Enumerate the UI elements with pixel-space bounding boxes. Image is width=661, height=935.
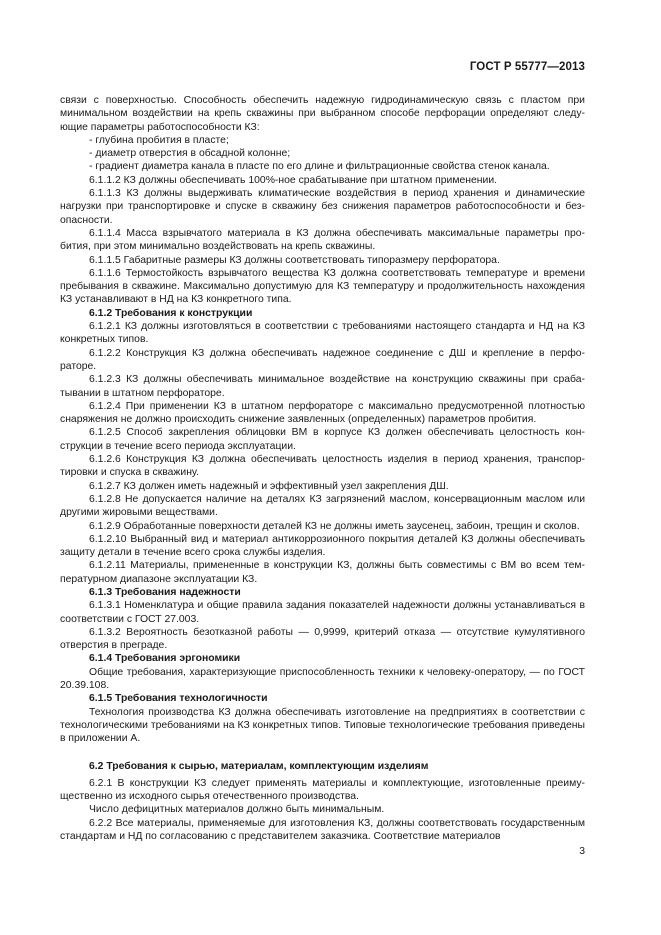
clause-6-1-1-5: 6.1.1.5 Габаритные размеры КЗ должны соответствовать типоразмеру перфоратора. — [89, 254, 500, 266]
clause-6-1-1-3: 6.1.1.3 КЗ должны выдерживать климатические воздействия в период хранения и динамические нагрузки при транспортировке и спуске в скважину без снижения параметров работоспособности и безопасности. — [60, 188, 585, 226]
clause-6-1-2-7: 6.1.2.7 КЗ должен иметь надежный и эффективный узел закрепления ДШ. — [89, 480, 449, 492]
section-heading-6-1-3: 6.1.3 Требования надежности — [89, 586, 241, 598]
section-heading-6-1-5: 6.1.5 Требования технологичности — [89, 693, 268, 705]
section-heading-6-2: 6.2 Требования к сырью, материалам, комплектующим изделиям — [89, 760, 429, 772]
clause-6-1-1-2: 6.1.1.2 КЗ должны обеспечивать 100%-ное срабатывание при штатном применении. — [89, 174, 498, 186]
clause-6-1-2-11: 6.1.2.11 Материалы, примененные в конструкции КЗ, должны быть совместимы с ВМ во всем температурном диапазоне эксплуатации КЗ. — [60, 560, 585, 585]
paragraph-intro: связи с поверхностью. Способность обеспечить надежную гидродинамическую связь с пластом при минимальном воздействии на крепь скважины при выбранном способе перфорации определяют следующие параметры работоспособности КЗ: — [60, 95, 585, 133]
clause-6-2-1-note: Число дефицитных материалов должно быть минимальным. — [89, 804, 385, 816]
clause-6-2-2: 6.2.2 Все материалы, применяемые для изготовления КЗ, должны соответствовать государственным стандартам и НД по согласованию с представителем заказчика. Соответствие материалов — [60, 817, 585, 843]
clause-6-1-2-2: 6.1.2.2 Конструкция КЗ должна обеспечивать надежное соединение с ДШ и крепление в перфораторе. — [60, 347, 585, 372]
clause-6-1-2-9: 6.1.2.9 Обработанные поверхности деталей КЗ не должны иметь заусенец, забоин, трещин и сколов. — [89, 520, 580, 532]
standard-header: ГОСТ Р 55777—2013 — [469, 61, 585, 73]
clause-6-1-2-3: 6.1.2.3 КЗ должны обеспечивать минимальное воздействие на конструкцию скважины при срабатывании в штатном перфораторе. — [60, 374, 585, 399]
page-number: 3 — [579, 846, 585, 857]
clause-6-1-2-4: 6.1.2.4 При применении КЗ в штатном перфораторе с максимально предусмотренной плотностью снаряжения не должно происходить снижение заявленных (определенных) параметров пробития. — [60, 400, 585, 426]
clause-6-1-2-6: 6.1.2.6 Конструкция КЗ должна обеспечивать целостность изделия в период хранения, транспортировки и спуска в скважину. — [60, 454, 585, 479]
section-heading-6-1-4: 6.1.4 Требования эргономики — [89, 653, 241, 665]
list-item: - градиент диаметра канала в пласте по его длине и фильтрационные свойства стенок канала. — [89, 161, 550, 173]
clause-6-1-3-1: 6.1.3.1 Номенклатура и общие правила задания показателей надежности должны устанавливаться в соответствии с ГОСТ 27.003. — [60, 600, 585, 625]
clause-6-1-2-8: 6.1.2.8 Не допускается наличие на деталях КЗ загрязнений маслом, консервационным маслом или другими жировыми веществами. — [60, 493, 585, 519]
clause-6-1-1-6: 6.1.1.6 Термостойкость взрывчатого вещества КЗ должна соответствовать температуре и времени пребывания в скважине. Максимально допустимую для КЗ температуру и продолжительность нахождения КЗ устанавливают в НД на КЗ конкретного типа. — [60, 267, 585, 306]
clause-6-1-2-1: 6.1.2.1 КЗ должны изготовляться в соответствии с требованиями настоящего стандарта и НД на КЗ конкретных типов. — [60, 321, 585, 346]
clause-6-1-2-10: 6.1.2.10 Выбранный вид и материал антикоррозионного покрытия деталей КЗ должны обеспечивать защиту детали в течение всего срока службы изделия. — [60, 533, 585, 559]
clause-6-1-4-text: Общие требования, характеризующие приспособленность техники к человеку-оператору, — по ГОСТ 20.39.108. — [60, 666, 585, 692]
list-item: - диаметр отверстия в обсадной колонне; — [89, 148, 291, 160]
list-item: - глубина пробития в пласте; — [89, 134, 229, 146]
clause-6-1-2-5: 6.1.2.5 Способ закрепления облицовки ВМ в корпусе КЗ должен обеспечивать целостность конструкции в течение всего периода эксплуатации. — [60, 427, 585, 452]
section-heading-6-1-2: 6.1.2 Требования к конструкции — [89, 307, 253, 319]
clause-6-1-5-text: Технология производства КЗ должна обеспечивать изготовление на предприятиях в соответствии с технологическими требованиями на КЗ конкретных типов. Типовые технологические требования приведены в приложении А. — [60, 706, 585, 745]
document-body — [60, 94, 585, 843]
clause-6-1-3-2: 6.1.3.2 Вероятность безотказной работы — 0,9999, критерий отказа — отсутствие кумулятивного отверстия в преграде. — [60, 626, 585, 652]
clause-6-2-1: 6.2.1 В конструкции КЗ следует применять материалы и комплектующие, изготовленные преимущественно из исходного сырья отечественного производства. — [60, 777, 585, 803]
clause-6-1-1-4: 6.1.1.4 Масса взрывчатого материала в КЗ должна обеспечивать максимальные параметры пробития, при этом минимально воздействовать на крепь скважины. — [60, 227, 585, 253]
